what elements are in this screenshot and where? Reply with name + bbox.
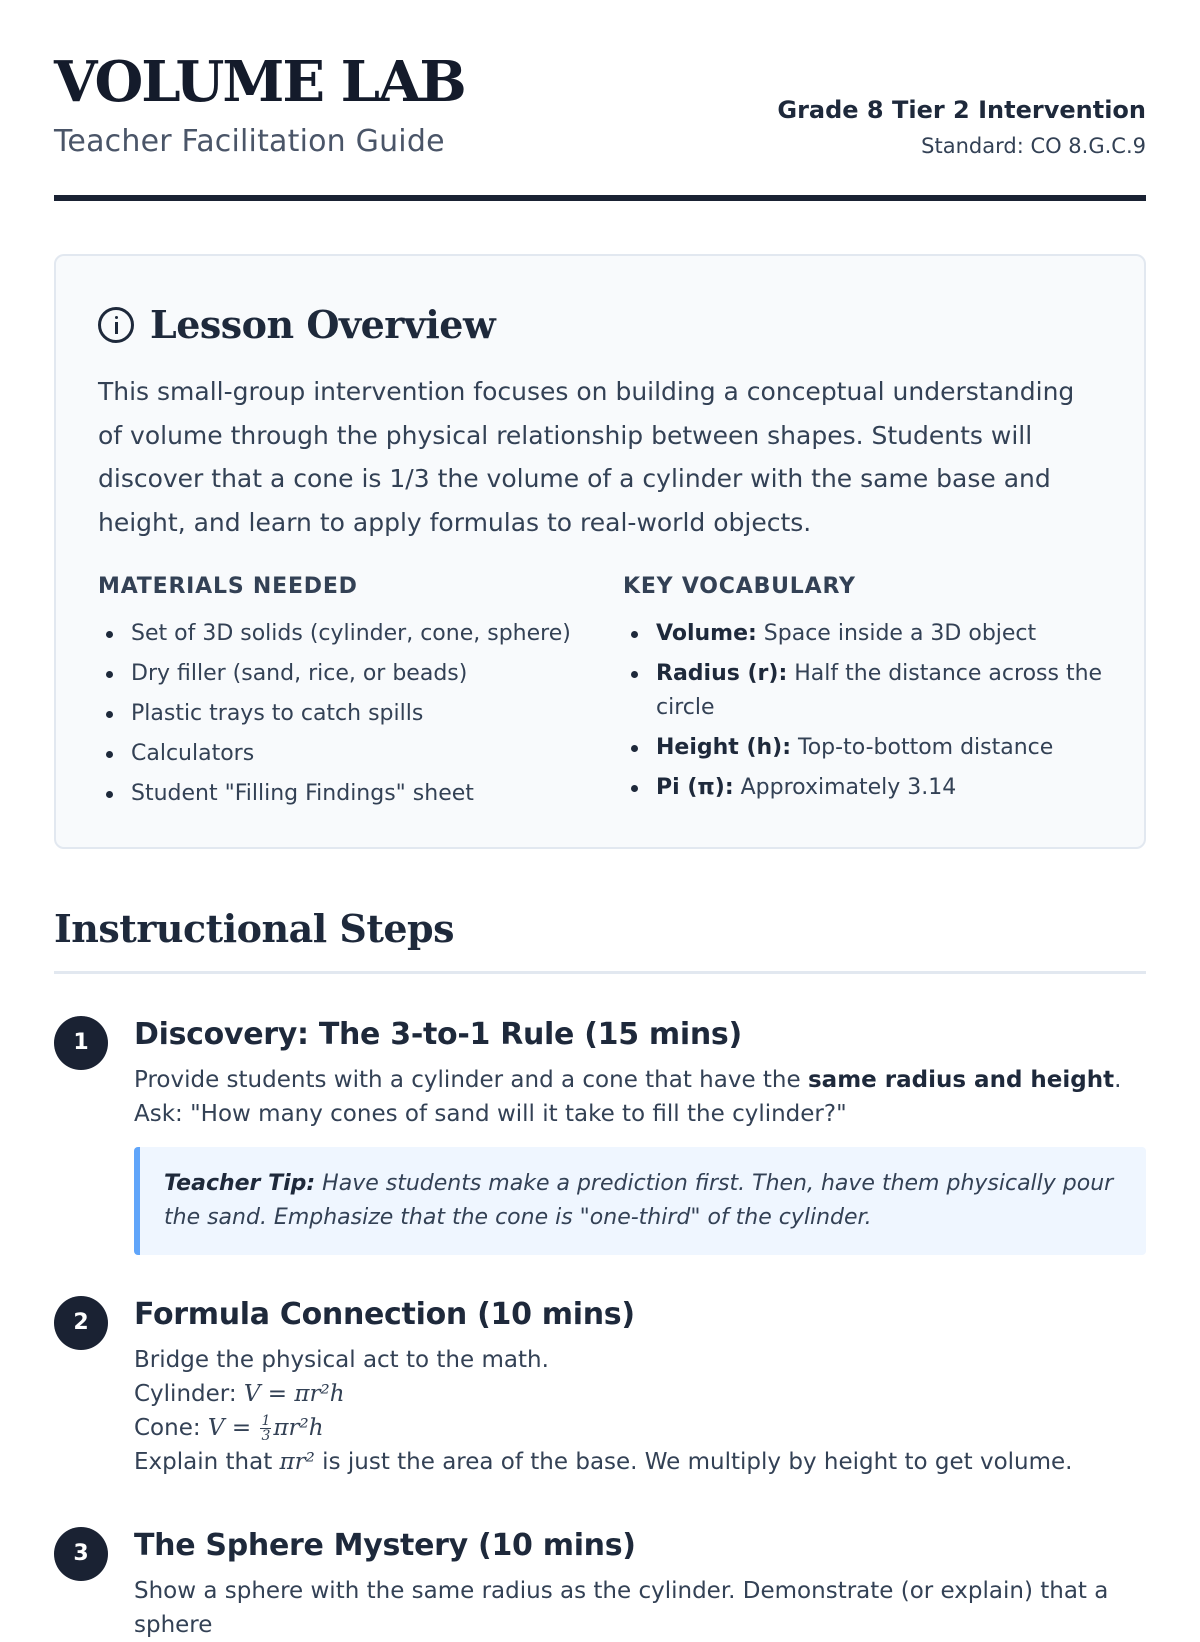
cone-formula-rest: πr²h xyxy=(273,1415,324,1441)
step-text-part: is just the area of the base. We multiply by height to get volume. xyxy=(314,1449,1073,1475)
step-body xyxy=(134,1527,1146,1642)
base-area-math: πr² xyxy=(279,1449,315,1475)
fraction-numerator: 1 xyxy=(261,1413,271,1429)
document-subtitle: Teacher Facilitation Guide xyxy=(54,124,445,159)
info-icon xyxy=(98,307,134,343)
cone-formula-v: V = xyxy=(207,1415,259,1441)
list-item: Dry filler (sand, rice, or beads) xyxy=(98,657,598,691)
vocabulary-heading: KEY VOCABULARY xyxy=(623,574,856,599)
document-header xyxy=(54,0,1146,201)
step-number: 1 xyxy=(54,1016,108,1070)
step-number: 2 xyxy=(54,1296,108,1350)
list-item: Plastic trays to catch spills xyxy=(98,697,598,731)
teacher-tip xyxy=(134,1147,1146,1255)
vocab-definition: Approximately 3.14 xyxy=(733,775,957,800)
lesson-overview-card xyxy=(54,254,1146,849)
cylinder-formula-line xyxy=(134,1377,1146,1411)
vocab-term: Volume: xyxy=(656,621,757,646)
step-text xyxy=(134,1343,1146,1479)
cone-formula-line xyxy=(134,1411,1146,1445)
vocab-definition: Space inside a 3D object xyxy=(756,621,1037,646)
section-divider xyxy=(54,971,1146,974)
vocab-term: Height (h): xyxy=(656,735,792,760)
step-title: The Sphere Mystery (10 mins) xyxy=(134,1528,636,1563)
step-text-part: Explain that xyxy=(134,1449,280,1475)
step-number: 3 xyxy=(54,1527,108,1581)
list-item: Calculators xyxy=(98,737,598,771)
vocabulary-section xyxy=(623,574,1103,811)
one-third-fraction xyxy=(260,1414,271,1443)
step-text-part: Provide students with a cylinder and a cone that have the xyxy=(134,1067,808,1093)
grade-label: Grade 8 Tier 2 Intervention xyxy=(777,96,1146,124)
step-text-part: . Ask: "How many cones of sand will it take to fill the cylinder?" xyxy=(134,1067,1122,1127)
document-title: VOLUME LAB xyxy=(54,49,465,115)
step-title: Formula Connection (10 mins) xyxy=(134,1297,635,1332)
formula-label: Cylinder: xyxy=(134,1381,244,1407)
materials-list xyxy=(98,617,598,811)
list-item xyxy=(623,731,1103,765)
vocab-definition: Half the distance across the circle xyxy=(656,661,1103,720)
step-line: Bridge the physical act to the math. xyxy=(134,1347,549,1373)
vocab-term: Radius (r): xyxy=(656,661,788,686)
list-item: Student "Filling Findings" sheet xyxy=(98,777,598,811)
list-item xyxy=(623,657,1103,725)
step-body xyxy=(134,1016,1146,1255)
cylinder-formula: V = πr²h xyxy=(243,1381,345,1407)
step-text xyxy=(134,1063,1146,1131)
materials-heading: MATERIALS NEEDED xyxy=(98,574,358,599)
materials-section xyxy=(98,574,598,817)
steps-title: Instructional Steps xyxy=(54,906,455,951)
fraction-denominator: 3 xyxy=(261,1428,271,1444)
explain-line xyxy=(134,1445,1146,1479)
step-title: Discovery: The 3-to-1 Rule (15 mins) xyxy=(134,1017,742,1052)
header-meta xyxy=(777,96,1146,158)
standard-label: Standard: CO 8.G.C.9 xyxy=(921,134,1146,158)
tip-text: Have students make a prediction first. Then, have them physically pour the sand. Emphasize that the cone is "one-third" of the cylinder. xyxy=(164,1171,1114,1230)
step-text-emphasis: same radius and height xyxy=(807,1067,1115,1093)
overview-title: Lesson Overview xyxy=(150,302,496,347)
step-body xyxy=(134,1296,1146,1479)
list-item: Set of 3D solids (cylinder, cone, sphere) xyxy=(98,617,598,651)
vocab-definition: Top-to-bottom distance xyxy=(791,735,1054,760)
list-item xyxy=(623,617,1103,651)
vocabulary-list xyxy=(623,617,1103,805)
list-item xyxy=(623,771,1103,805)
step-text: Show a sphere with the same radius as the cylinder. Demonstrate (or explain) that a sphere xyxy=(134,1578,1109,1638)
overview-heading xyxy=(98,302,495,347)
formula-label: Cone: xyxy=(134,1415,208,1441)
vocab-term: Pi (π): xyxy=(656,775,734,800)
overview-text: This small-group intervention focuses on building a conceptual understanding of volume through the physical relationship between shapes. Students will discover that a cone is 1/3 the volume of a cylinder with the same base and height, and learn to apply formulas to real-world objects. xyxy=(98,377,1075,537)
tip-label: Teacher Tip: xyxy=(164,1171,316,1196)
